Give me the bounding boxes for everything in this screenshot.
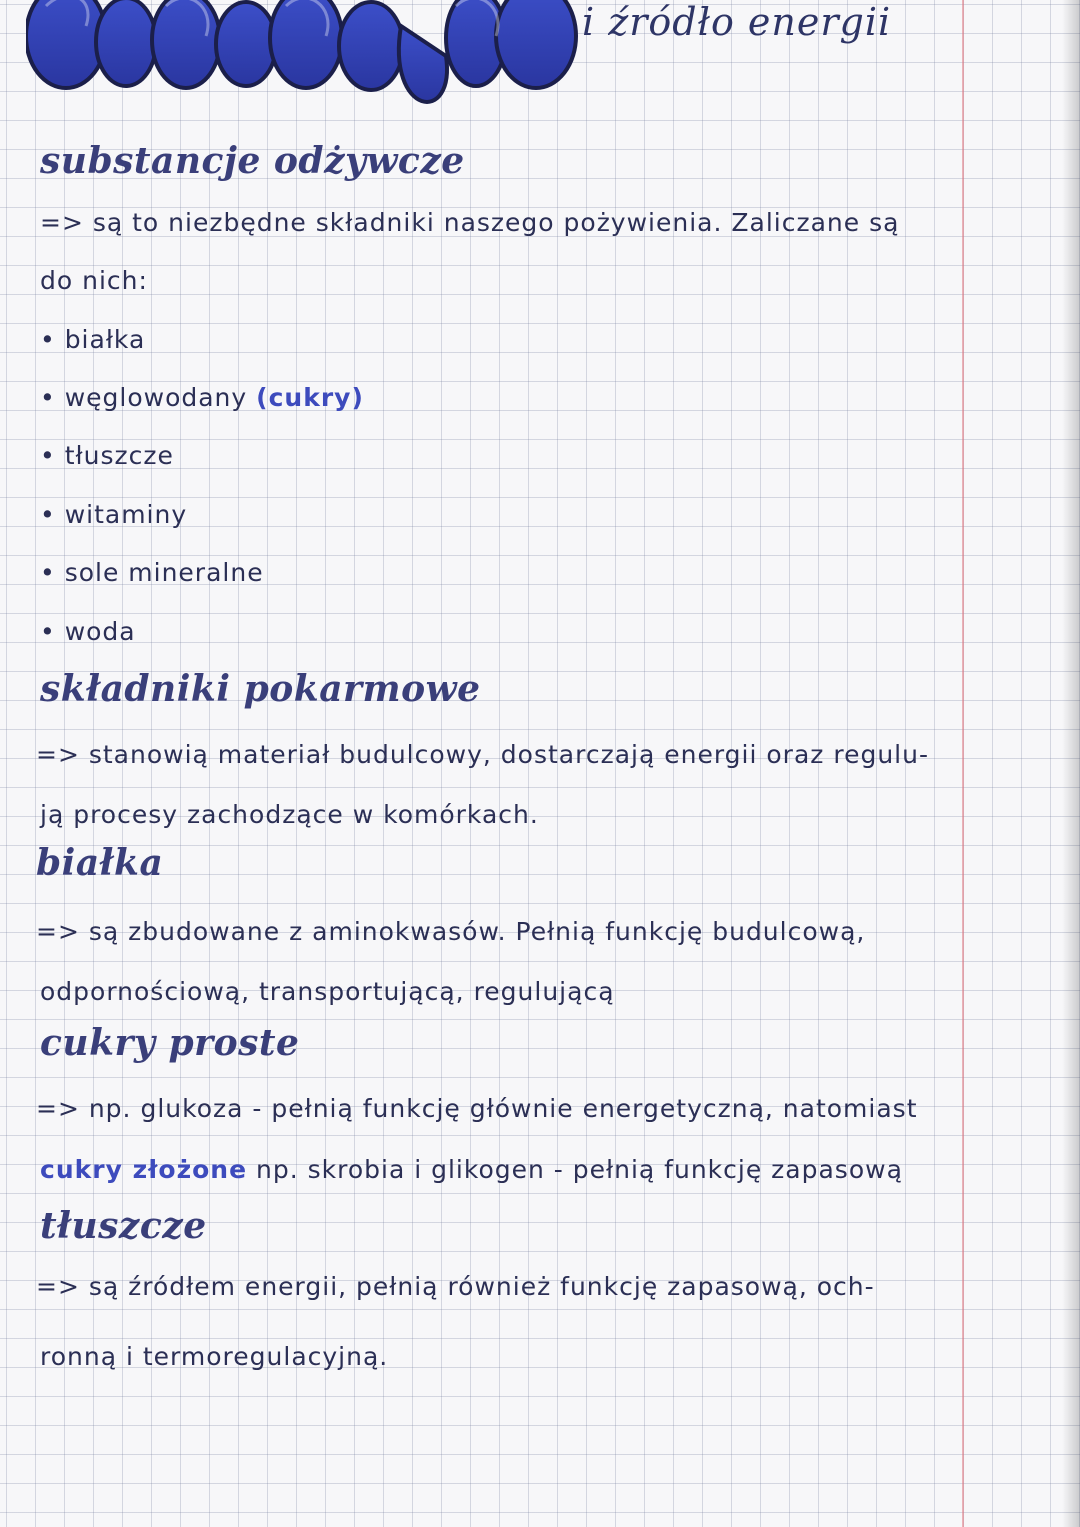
- skladniki-line-1: => stanowią materiał budulcowy, dostarczają energii oraz regulu-: [36, 740, 929, 769]
- heading-substancje-odzywcze: substancje odżywcze: [40, 140, 465, 182]
- list-item-bialka: • białka: [40, 325, 146, 354]
- list-item-sole-mineralne: • sole mineralne: [40, 558, 264, 587]
- substancje-intro-line-2: do nich:: [40, 266, 148, 295]
- cukry-line-2-rest: np. skrobia i glikogen - pełnią funkcję zapasową: [247, 1155, 903, 1184]
- page-edge-shadow: [1062, 0, 1080, 1527]
- cukry-line-1: => np. glukoza - pełnią funkcję głównie energetyczną, natomiast: [36, 1094, 918, 1123]
- bialka-line-2: odpornościową, transportującą, regulującą: [40, 977, 615, 1006]
- cukry-zlozone-accent: cukry złożone: [40, 1155, 248, 1184]
- tluszcze-line-2: ronną i termoregulacyjną.: [40, 1342, 389, 1371]
- list-item-woda: • woda: [40, 617, 136, 646]
- heading-cukry-proste: cukry proste: [40, 1022, 300, 1064]
- list-item-witaminy: • witaminy: [40, 500, 188, 529]
- substancje-intro-line-1: => są to niezbędne składniki naszego pożywienia. Zaliczane są: [40, 208, 900, 237]
- margin-line: [962, 0, 964, 1527]
- list-item-tluszcze: • tłuszcze: [40, 441, 174, 470]
- list-item-cukry-accent: (cukry): [256, 383, 364, 412]
- heading-bialka: białka: [36, 842, 164, 884]
- page-subtitle: i źródło energii: [582, 0, 892, 44]
- page-title: [26, 0, 586, 116]
- list-item-weglowodany: [40, 383, 364, 412]
- tluszcze-line-1: => są źródłem energii, pełnią również funkcję zapasową, och-: [36, 1272, 875, 1301]
- heading-tluszcze: tłuszcze: [40, 1205, 207, 1247]
- list-item-weglowodany-text: • węglowodany: [40, 383, 248, 412]
- skladniki-line-2: ją procesy zachodzące w komórkach.: [40, 800, 539, 829]
- bialka-line-1: => są zbudowane z aminokwasów. Pełnią funkcję budulcową,: [36, 917, 866, 946]
- heading-skladniki-pokarmowe: składniki pokarmowe: [40, 668, 481, 710]
- cukry-line-2: [40, 1155, 903, 1184]
